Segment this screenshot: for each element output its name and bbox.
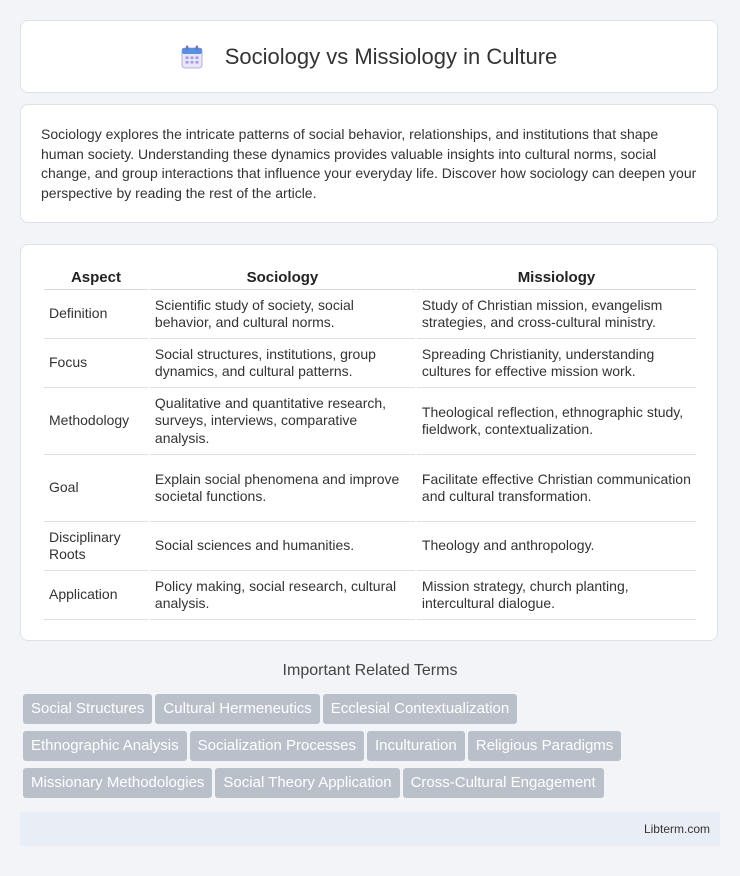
sociology-cell: Qualitative and quantitative research, surveys, interviews, comparative analysis. — [150, 388, 415, 455]
related-terms-list — [23, 694, 723, 805]
term-tag[interactable]: Religious Paradigms — [468, 731, 622, 761]
table-row — [44, 388, 696, 455]
intro-text: Sociology explores the intricate patterns of social behavior, relationships, and institutions that shape human society. Understanding these dynamics provides valuable insights into cultural norms, social change, and group interactions that influence your everyday life. Discover how sociology can deepen your perspective by reading the rest of the article. — [41, 126, 697, 201]
intro-card — [20, 104, 718, 223]
missiology-cell: Study of Christian mission, evangelism strategies, and cross-cultural ministry. — [417, 290, 696, 339]
calendar-icon — [181, 45, 203, 69]
table-row — [44, 339, 696, 388]
header-card — [20, 20, 718, 93]
term-tag[interactable]: Missionary Methodologies — [23, 768, 212, 798]
table-row — [44, 571, 696, 620]
term-tag[interactable]: Cultural Hermeneutics — [155, 694, 319, 724]
term-tag[interactable]: Ecclesial Contextualization — [323, 694, 517, 724]
table-row — [44, 522, 696, 571]
aspect-cell: Definition — [44, 290, 148, 339]
term-tag[interactable]: Socialization Processes — [190, 731, 364, 761]
missiology-cell: Spreading Christianity, understanding cultures for effective mission work. — [417, 339, 696, 388]
footer-site-link[interactable]: Libterm.com — [643, 822, 710, 836]
table-header-row — [44, 267, 696, 290]
table-row — [44, 455, 696, 522]
missiology-cell: Theological reflection, ethnographic study, fieldwork, contextualization. — [417, 388, 696, 455]
term-tag[interactable]: Inculturation — [367, 731, 465, 761]
aspect-cell: Goal — [44, 455, 148, 522]
sociology-cell: Explain social phenomena and improve societal functions. — [150, 455, 415, 522]
column-header: Missiology — [417, 267, 696, 290]
term-tag[interactable]: Ethnographic Analysis — [23, 731, 187, 761]
column-header: Sociology — [150, 267, 415, 290]
term-tag[interactable]: Cross-Cultural Engagement — [403, 768, 604, 798]
comparison-card — [20, 244, 718, 641]
comparison-table — [42, 267, 698, 620]
aspect-cell: Methodology — [44, 388, 148, 455]
aspect-cell: Disciplinary Roots — [44, 522, 148, 571]
missiology-cell: Facilitate effective Christian communication and cultural transformation. — [417, 455, 696, 522]
footer — [20, 812, 720, 846]
aspect-cell: Focus — [44, 339, 148, 388]
sociology-cell: Social sciences and humanities. — [150, 522, 415, 571]
sociology-cell: Policy making, social research, cultural analysis. — [150, 571, 415, 620]
sociology-cell: Scientific study of society, social behavior, and cultural norms. — [150, 290, 415, 339]
related-terms-title: Important Related Terms — [282, 662, 458, 679]
table-row — [44, 290, 696, 339]
page-title: Sociology vs Missiology in Culture — [224, 43, 558, 69]
missiology-cell: Theology and anthropology. — [417, 522, 696, 571]
sociology-cell: Social structures, institutions, group dynamics, and cultural patterns. — [150, 339, 415, 388]
missiology-cell: Mission strategy, church planting, intercultural dialogue. — [417, 571, 696, 620]
column-header: Aspect — [44, 267, 148, 290]
term-tag[interactable]: Social Structures — [23, 694, 152, 724]
aspect-cell: Application — [44, 571, 148, 620]
term-tag[interactable]: Social Theory Application — [215, 768, 399, 798]
